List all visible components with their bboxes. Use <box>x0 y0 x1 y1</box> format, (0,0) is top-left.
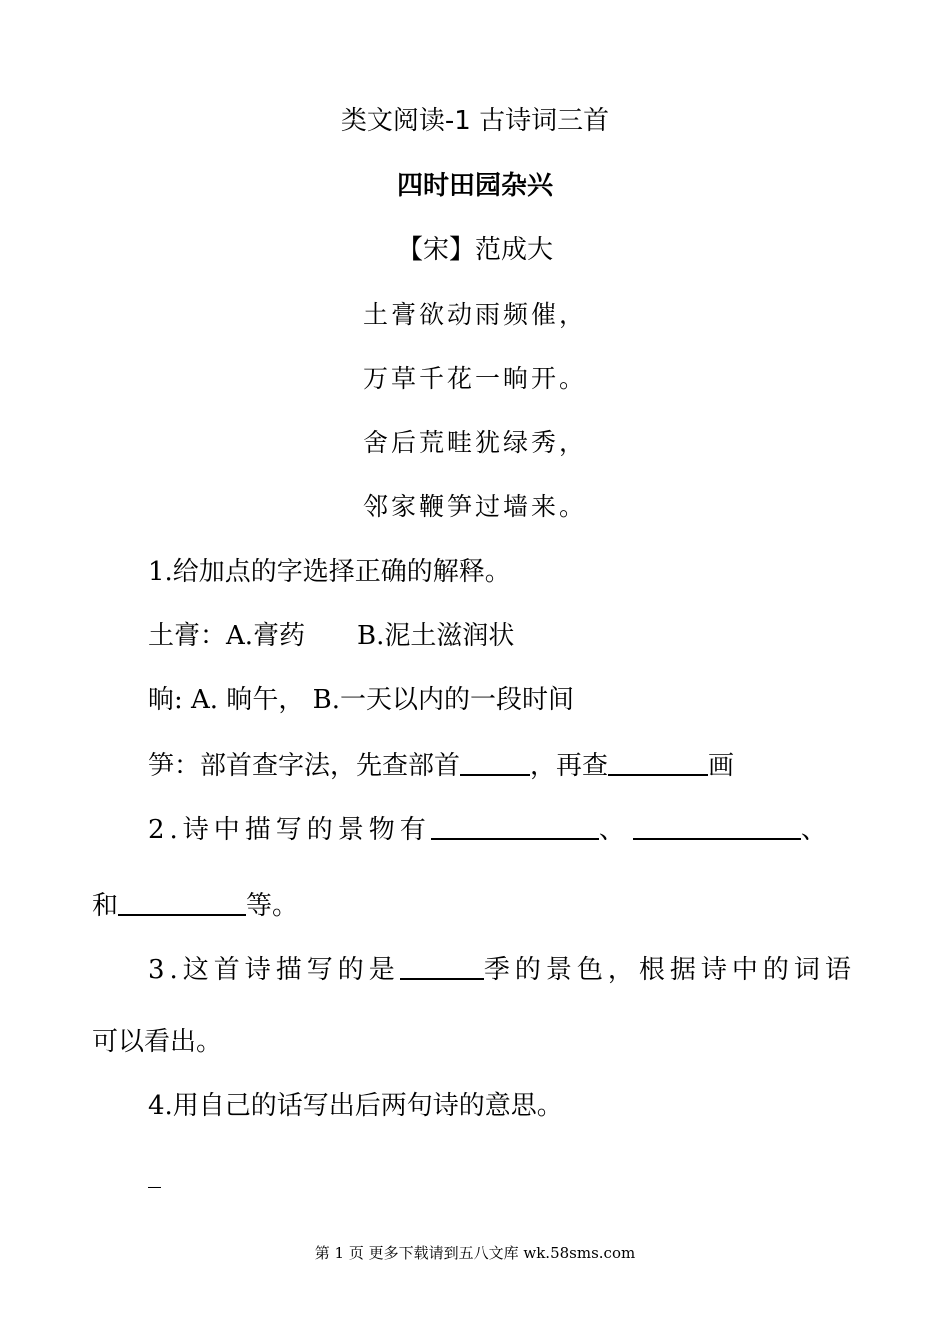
question-4-prompt: 4.用自己的话写出后两句诗的意思。 <box>148 1091 563 1121</box>
question-1-item-1: 土膏：A.膏药 B.泥土滋润状 <box>148 621 515 651</box>
question-2-separator: 、 <box>598 815 625 845</box>
poem-line-4: 邻家鞭笋过墙来。 <box>362 492 587 521</box>
answer-blank[interactable] <box>118 886 246 916</box>
question-1-item-3 <box>148 746 734 784</box>
poem-author: 【宋】范成大 <box>396 235 553 265</box>
question-2-line-1 <box>148 810 827 848</box>
poem-title: 四时田园杂兴 <box>396 171 553 201</box>
question-2-text-3: 等。 <box>246 891 299 921</box>
question-1-item-3-text-3: 画 <box>708 751 735 781</box>
answer-blank[interactable] <box>400 950 484 980</box>
question-3-line-1 <box>148 950 856 988</box>
document-title: 类文阅读-1 古诗词三首 <box>340 106 610 136</box>
answer-blank[interactable] <box>608 746 708 776</box>
question-1-item-3-text-2: ，再查 <box>530 751 609 781</box>
poem-line-2: 万草千花一晌开。 <box>362 364 587 393</box>
question-4-answer-line[interactable]: _ <box>148 1159 161 1189</box>
page-footer: 第 1 页 更多下载请到五八文库 wk.58sms.com <box>314 1244 636 1262</box>
question-3-text: 3.这首诗描写的是 <box>148 955 400 985</box>
question-2-line-2 <box>92 886 298 924</box>
question-3-text-2: 季的景色，根据诗中的词语 <box>483 955 856 985</box>
answer-blank[interactable] <box>460 746 530 776</box>
question-2-separator: 、 <box>800 815 827 845</box>
poem-line-1: 土膏欲动雨频催， <box>362 300 587 329</box>
poem-line-3: 舍后荒畦犹绿秀， <box>362 428 587 457</box>
question-1-item-2: 晌: A. 晌午， B.一天以内的一段时间 <box>148 685 574 715</box>
question-1-item-3-text: 笋：部首查字法，先查部首 <box>148 751 461 781</box>
question-1-prompt: 1.给加点的字选择正确的解释。 <box>148 557 511 587</box>
answer-blank[interactable] <box>633 810 801 840</box>
question-2-text: 2.诗中描写的景物有 <box>148 815 431 845</box>
question-2-text-2: 和 <box>92 891 119 921</box>
question-3-line-2: 可以看出。 <box>92 1027 223 1057</box>
answer-blank[interactable] <box>431 810 599 840</box>
